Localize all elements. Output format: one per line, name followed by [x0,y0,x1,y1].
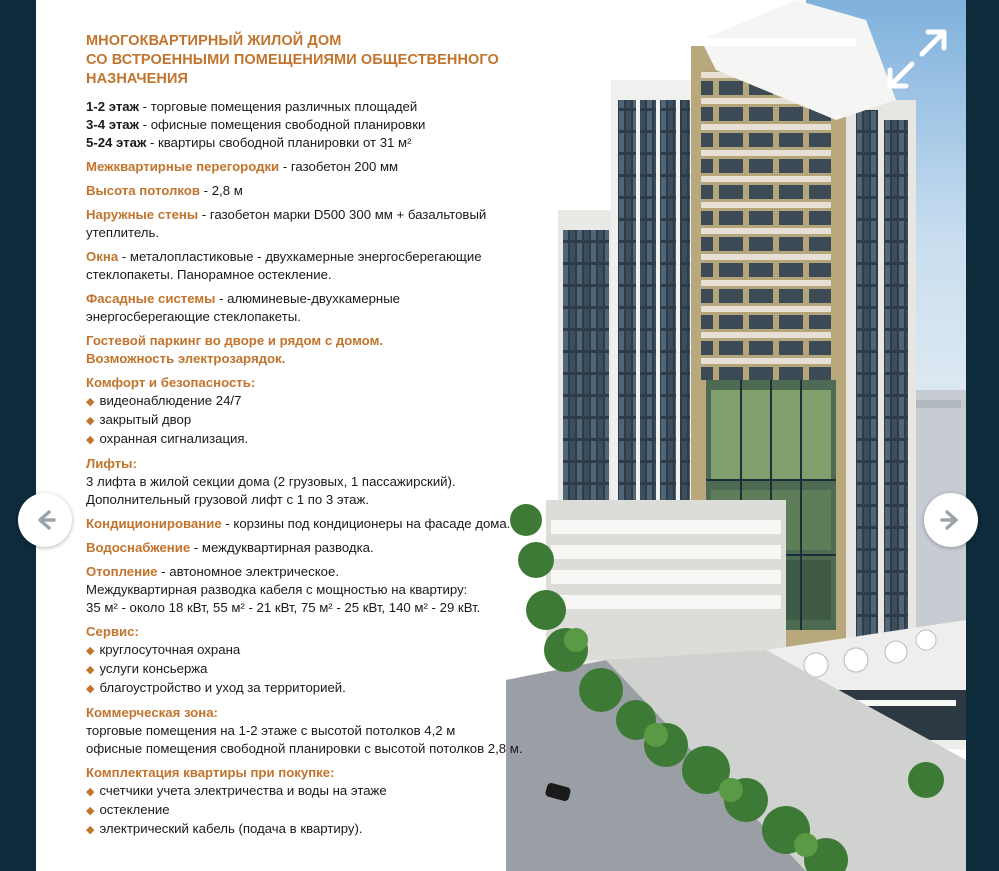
bullet-diamond-icon: ◆ [86,415,95,427]
list-item [86,392,566,411]
windows-block [86,248,566,284]
windows-line-2: стеклопакеты. Панорамное остекление. [86,267,332,282]
next-image-button[interactable] [924,493,978,547]
walls-line-2: утеплитель. [86,225,160,240]
list-item-text: услуги консьержа [99,661,208,676]
list-item [86,820,566,839]
floor-label: 3-4 этаж [86,117,139,132]
list-item-text: электрический кабель (подача в квартиру). [99,821,363,836]
aircon-line [86,515,566,533]
bullet-diamond-icon: ◆ [86,786,95,798]
list-item-text: охранная сигнализация. [99,431,249,446]
list-item-text: благоустройство и уход за территорией. [99,680,346,695]
equipment-block [86,764,566,839]
list-item-text: счетчики учета электричества и воды на этаже [99,783,387,798]
floor-label: 5-24 этаж [86,135,147,150]
aircon-label: Кондиционирование [86,516,222,531]
facade-label: Фасадные системы [86,291,216,306]
floor-line-3 [86,134,566,152]
commercial-heading: Коммерческая зона: [86,705,218,720]
brochure-page [36,0,966,871]
floor-text: - квартиры свободной планировки от 31 м² [146,135,412,150]
list-item-text: видеонаблюдение 24/7 [99,393,242,408]
list-item [86,801,566,820]
brochure-text [86,32,566,845]
heating-block [86,563,566,617]
windows-line-1 [86,248,566,266]
lifts-block [86,455,566,509]
floor-line-1 [86,98,566,116]
bullet-diamond-icon: ◆ [86,805,95,817]
service-block [86,623,566,698]
ceiling-label: Высота потолков [86,183,200,198]
bullet-diamond-icon: ◆ [86,434,95,446]
comfort-block [86,374,566,449]
comfort-heading: Комфорт и безопасность: [86,375,256,390]
floor-text: - торговые помещения различных площадей [138,99,418,114]
partitions-line [86,158,566,176]
walls-line-1 [86,206,566,224]
heating-label: Отопление [86,564,158,579]
expand-arrows-icon[interactable] [882,24,952,94]
bullet-diamond-icon: ◆ [86,664,95,676]
partitions-label: Межквартирные перегородки [86,159,280,174]
arrow-left-icon [31,506,59,534]
list-item-text: закрытый двор [99,412,192,427]
lifts-line-1: 3 лифта в жилой секции дома (2 грузовых, 1 пассажирский). [86,474,456,489]
prev-image-button[interactable] [18,493,72,547]
building-illustration [506,0,966,871]
water-line [86,539,566,557]
facade-line-1 [86,290,566,308]
walls-label: Наружные стены [86,207,199,222]
parking-line-2: Возможность электрозарядок. [86,351,286,366]
ceiling-line [86,182,566,200]
floors-block [86,98,566,152]
equipment-heading: Комплектация квартиры при покупке: [86,765,335,780]
water-text: - междуквартирная разводка. [190,540,374,555]
list-item [86,782,566,801]
list-item [86,641,566,660]
viewer-right-frame [966,0,999,871]
floor-label: 1-2 этаж [86,99,139,114]
bullet-diamond-icon: ◆ [86,645,95,657]
title-line-2: СО ВСТРОЕННЫМИ ПОМЕЩЕНИЯМИ ОБЩЕСТВЕННОГО НАЗНАЧЕНИЯ [86,52,499,87]
bullet-diamond-icon: ◆ [86,396,95,408]
facade-block [86,290,566,326]
commercial-line-1: торговые помещения на 1-2 этаже с высотой потолков 4,2 м [86,723,456,738]
service-heading: Сервис: [86,624,139,639]
facade-line-2: энергосберегающие стеклопакеты. [86,309,301,324]
lifts-heading: Лифты: [86,456,137,471]
bullet-diamond-icon: ◆ [86,683,95,695]
lifts-line-2: Дополнительный грузовой лифт с 1 по 3 этаж. [86,492,370,507]
arrow-right-icon [937,506,965,534]
commercial-line-2: офисные помещения свободной планировки с высотой потолков 2,8 м. [86,741,523,756]
heating-line-1 [86,563,566,581]
heating-text: - автономное электрическое. [157,564,339,579]
windows-label: Окна [86,249,119,264]
windows-text: - металопластиковые - двухкамерные энергосберегающие [118,249,482,264]
walls-text: - газобетон марки D500 300 мм + базальтовый [198,207,487,222]
water-label: Водоснабжение [86,540,191,555]
heating-line-3: 35 м² - около 18 кВт, 55 м² - 21 кВт, 75 м² - 25 кВт, 140 м² - 29 кВт. [86,600,481,615]
parking-block [86,332,566,368]
commercial-block [86,704,566,758]
viewer-left-frame [0,0,36,871]
list-item [86,430,566,449]
walls-block [86,206,566,242]
ceiling-text: - 2,8 м [199,183,243,198]
aircon-text: - корзины под кондиционеры на фасаде дома. [221,516,511,531]
floor-text: - офисные помещения свободной планировки [138,117,426,132]
list-item [86,679,566,698]
parking-line-1: Гостевой паркинг во дворе и рядом с домом. [86,333,383,348]
title-line-1: МНОГОКВАРТИРНЫЙ ЖИЛОЙ ДОМ [86,33,342,49]
list-item-text: остекление [99,802,170,817]
document-title [86,32,566,89]
list-item-text: круглосуточная охрана [99,642,241,657]
bullet-diamond-icon: ◆ [86,824,95,836]
partitions-text: - газобетон 200 мм [279,159,399,174]
floor-line-2 [86,116,566,134]
heating-line-2: Междуквартирная разводка кабеля с мощностью на квартиру: [86,582,468,597]
list-item [86,411,566,430]
list-item [86,660,566,679]
facade-text: - алюминевые-двухкамерные [215,291,401,306]
